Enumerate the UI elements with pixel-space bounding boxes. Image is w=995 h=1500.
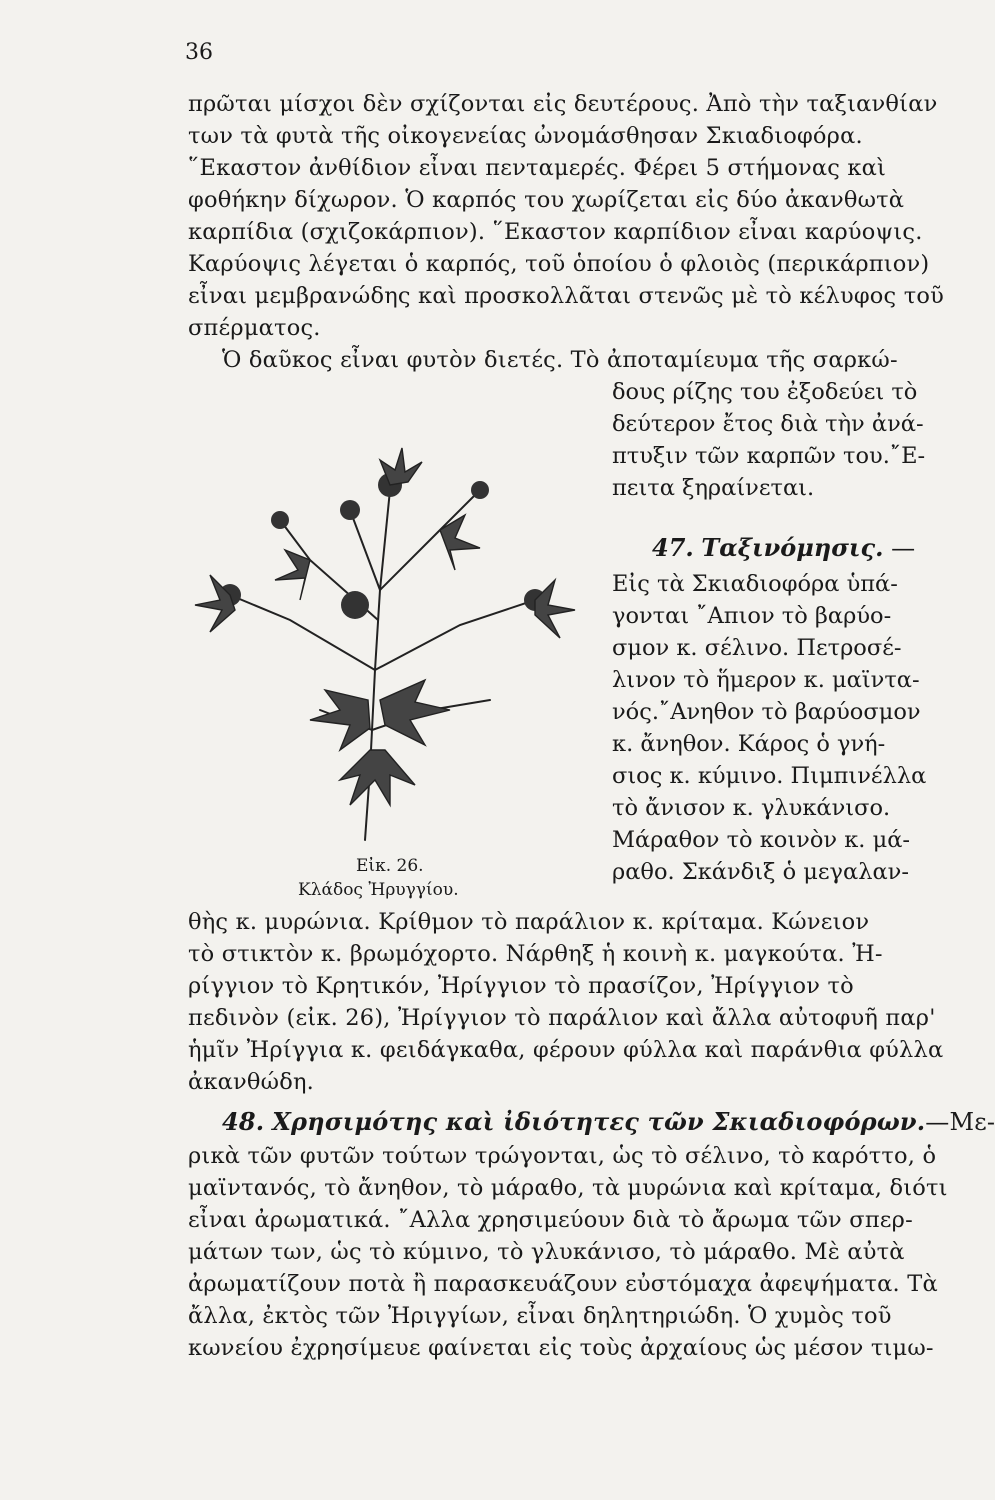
figure-caption-title: Κλάδος Ἠρυγγίου. xyxy=(298,880,459,900)
right-column-line: σιος κ. κύμινο. Πιμπινέλλα xyxy=(612,763,927,789)
section-47-title: Ταξινόμησις. xyxy=(701,533,884,562)
right-column-line: δους ρίζης του ἐξοδεύει τὸ xyxy=(612,379,918,405)
right-column-line: Μάραθον τὸ κοινὸν κ. μά- xyxy=(612,827,910,853)
text-line: πρῶται μίσχοι δὲν σχίζονται εἰς δευτέρους. Ἀπὸ τὴν ταξιανθίαν xyxy=(188,91,938,117)
figure-caption-number: Εἰκ. 26. xyxy=(356,856,424,876)
text-line: σπέρματος. xyxy=(188,315,321,341)
text-line: θὴς κ. μυρώνια. Κρίθμον τὸ παράλιον κ. κρίταμα. Κώνειον xyxy=(188,909,870,935)
section-47-dash: — xyxy=(883,534,916,562)
text-line: φοθήκην δίχωρον. Ὁ καρπός του χωρίζεται εἰς δύο ἀκανθωτὰ xyxy=(188,187,905,213)
text-line: κωνείου ἐχρησίμευε φαίνεται εἰς τοὺς ἀρχαίους ὡς μέσον τιμω- xyxy=(188,1335,934,1361)
right-column-line: δεύτερον ἔτος διὰ τὴν ἀνά- xyxy=(612,411,924,437)
right-column-line: πτυξιν τῶν καρπῶν του.῎Ε- xyxy=(612,443,926,469)
right-column-line: νός.῎Ανηθον τὸ βαρύοσμον xyxy=(612,699,921,725)
text-line: ἀρωματίζουν ποτὰ ἢ παρασκευάζουν εὐστόμαχα ἀφεψήματα. Τὰ xyxy=(188,1271,938,1297)
text-line: μάτων των, ὡς τὸ κύμινο, τὸ γλυκάνισο, τὸ μάραθο. Μὲ αὐτὰ xyxy=(188,1239,905,1265)
text-line: ἡμῖν Ἠρίγγια κ. φειδάγκαθα, φέρουν φύλλα καὶ παράνθια φύλλα xyxy=(188,1037,944,1063)
text-line: ρίγγιον τὸ Κρητικόν, Ἠρίγγιον τὸ πρασίζον, Ἠρίγγιον τὸ xyxy=(188,973,854,999)
text-line: ρικὰ τῶν φυτῶν τούτων τρώγονται, ὡς τὸ σέλινο, τὸ καρόττο, ὁ xyxy=(188,1143,937,1169)
right-column-line: Εἰς τὰ Σκιαδιοφόρα ὑπά- xyxy=(612,571,898,597)
text-line: ῞Εκαστον ἀνθίδιον εἶναι πενταμερές. Φέρει 5 στήμονας καὶ xyxy=(188,155,887,181)
right-column-line: λινον τὸ ἥμερον κ. μαϊντα- xyxy=(612,667,920,693)
section-48-title: Χρησιμότης καὶ ἰδιότητες τῶν Σκιαδιοφόρων. xyxy=(272,1107,926,1136)
text-line: μαϊντανός, τὸ ἄνηθον, τὸ μάραθο, τὰ μυρώνια καὶ κρίταμα, διότι xyxy=(188,1175,948,1201)
right-column-line: πειτα ξηραίνεται. xyxy=(612,475,815,501)
right-column-line: τὸ ἄνισον κ. γλυκάνισο. xyxy=(612,795,891,821)
eryngium-branch-illustration xyxy=(190,410,600,850)
text-line: εἶναι μεμβρανώδης καὶ προσκολλᾶται στενῶς μὲ τὸ κέλυφος τοῦ xyxy=(188,283,944,309)
text-line: πεδινὸν (εἰκ. 26), Ἠρίγγιον τὸ παράλιον καὶ ἄλλα αὐτοφυῆ παρ' xyxy=(188,1005,936,1031)
text-line: Καρύοψις λέγεται ὁ καρπός, τοῦ ὁποίου ὁ φλοιὸς (περικάρπιον) xyxy=(188,251,930,277)
right-column-line: γονται ῎Απιον τὸ βαρύο- xyxy=(612,603,892,629)
section-48-number: 48. xyxy=(222,1107,265,1136)
section-48-tail: —Με- xyxy=(925,1108,995,1136)
right-column-line: κ. ἄνηθον. Κάρος ὁ γνή- xyxy=(612,731,886,757)
text-line: τὸ στικτὸν κ. βρωμόχορτο. Νάρθηξ ἡ κοινὴ κ. μαγκούτα. Ἠ- xyxy=(188,941,883,967)
section-47-number: 47. xyxy=(652,533,694,562)
right-column-line: σμον κ. σέλινο. Πετροσέ- xyxy=(612,635,902,661)
page-number: 36 xyxy=(185,40,213,65)
text-line: ἀκανθώδη. xyxy=(188,1069,315,1095)
text-line: καρπίδια (σχιζοκάρπιον). ῞Εκαστον καρπίδιον εἶναι καρύοψις. xyxy=(188,219,923,245)
text-line: ἄλλα, ἐκτὸς τῶν Ἠριγγίων, εἶναι δηλητηριώδη. Ὁ χυμὸς τοῦ xyxy=(188,1303,892,1329)
section-47-heading xyxy=(652,534,915,562)
text-line: εἶναι ἀρωματικά. ῎Αλλα χρησιμεύουν διὰ τὸ ἄρωμα τῶν σπερ- xyxy=(188,1207,913,1233)
section-48-heading xyxy=(222,1108,995,1136)
text-line-daukos: Ὁ δαῦκος εἶναι φυτὸν διετές. Τὸ ἀποταμίευμα τῆς σαρκώ- xyxy=(222,347,898,373)
right-column-line: ραθο. Σκάνδιξ ὁ μεγαλαν- xyxy=(612,859,909,885)
text-line: των τὰ φυτὰ τῆς οἰκογενείας ὠνομάσθησαν Σκιαδιοφόρα. xyxy=(188,123,863,149)
